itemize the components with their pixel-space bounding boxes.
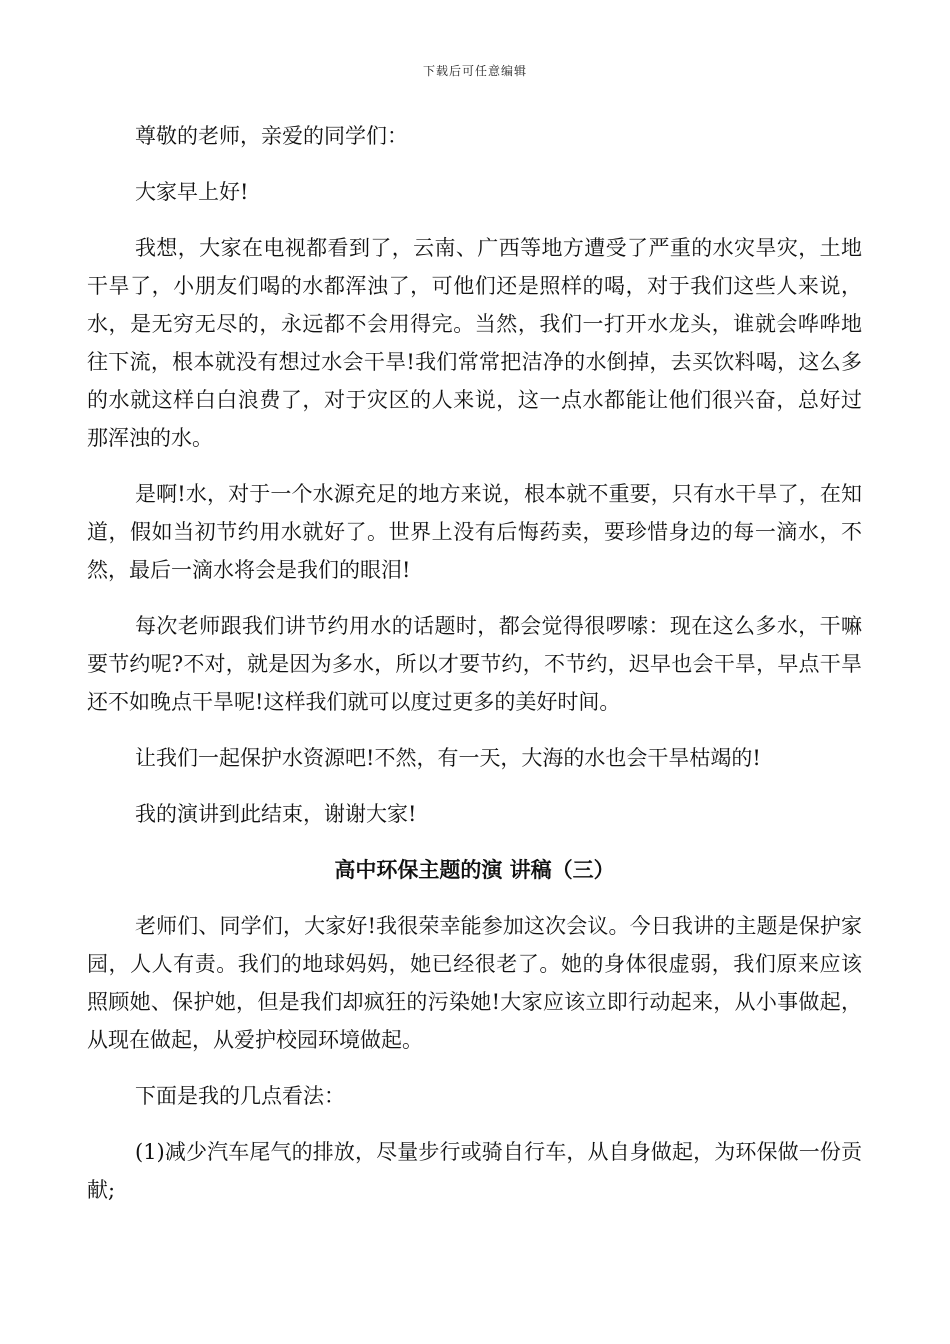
paragraph: 老师们、同学们，大家好!我很荣幸能参加这次会议。今日我讲的主题是保护家园，人人有责。我们的地球妈妈，她已经很老了。她的身体很虚弱，我们原来应该照顾她、保护她，但是我们却疯狂的污染她!大家应该立即行动起来，从小事做起，从现在做起，从爱护校园环境做起。 bbox=[87, 914, 862, 1052]
paragraph: 每次老师跟我们讲节约用水的话题时，都会觉得很啰嗦：现在这么多水，干嘛要节约呢?不对，就是因为多水，所以才要节约，不节约，迟早也会干旱，早点干旱还不如晚点干旱呢!这样我们就可以度过更多的美好时间。 bbox=[87, 614, 862, 714]
document-body bbox=[87, 117, 862, 1227]
paragraph: 是啊!水，对于一个水源充足的地方来说，根本就不重要，只有水干旱了，在知道，假如当初节约用水就好了。世界上没有后悔药卖，要珍惜身边的每一滴水，不然，最后一滴水将会是我们的眼泪! bbox=[87, 482, 862, 582]
list-item: (1)减少汽车尾气的排放，尽量步行或骑自行车，从自身做起，为环保做一份贡献; bbox=[87, 1140, 862, 1202]
closing-line: 我的演讲到此结束，谢谢大家! bbox=[135, 802, 417, 826]
greeting: 大家早上好! bbox=[135, 180, 249, 204]
paragraph: 我想，大家在电视都看到了，云南、广西等地方遭受了严重的水灾旱灾，土地干旱了，小朋友们喝的水都浑浊了，可他们还是照样的喝，对于我们这些人来说，水，是无穷无尽的，永远都不会用得完。当然，我们一打开水龙头，谁就会哗哗地往下流，根本就没有想过水会干旱!我们常常把洁净的水倒掉，去买饮料喝，这么多的水就这样白白浪费了，对于灾区的人来说，这一点水都能让他们很兴奋，总好过那浑浊的水。 bbox=[87, 236, 862, 450]
salutation: 尊敬的老师，亲爱的同学们： bbox=[135, 124, 408, 148]
paragraph: 下面是我的几点看法： bbox=[135, 1084, 345, 1108]
section-heading: 高中环保主题的演 讲稿（三） bbox=[334, 858, 615, 882]
header-note: 下载后可任意编辑 bbox=[422, 64, 527, 78]
paragraph: 让我们一起保护水资源吧!不然，有一天，大海的水也会干旱枯竭的! bbox=[135, 746, 761, 770]
